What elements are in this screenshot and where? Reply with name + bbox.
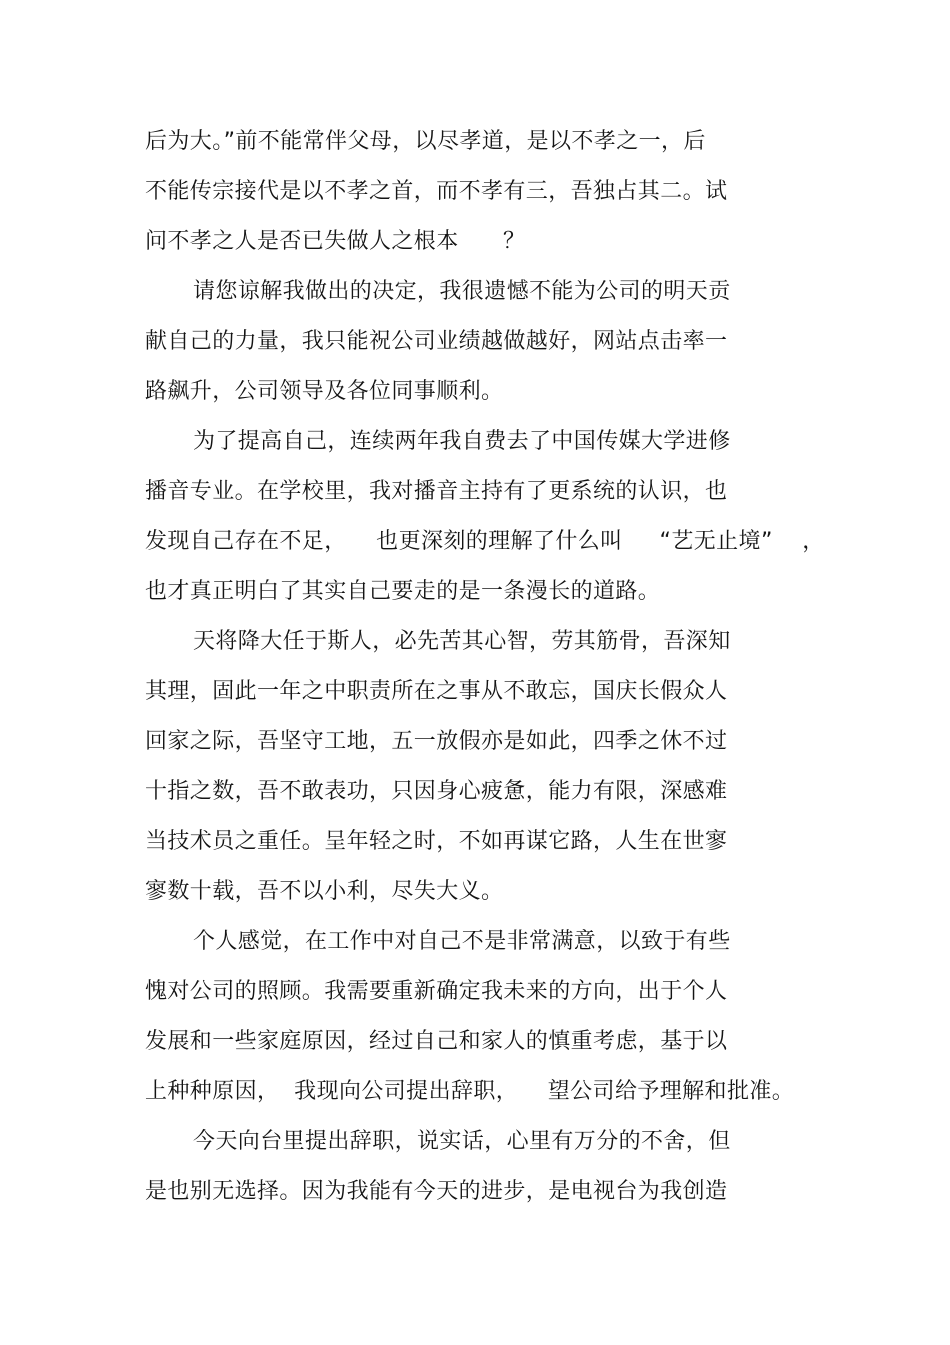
text-line: 寥数十载，吾不以小利，尽失大义。	[145, 879, 504, 904]
paragraph-first-line: 天将降大任于斯人，必先苦其心智，劳其筋骨，吾深知	[193, 629, 731, 654]
text-line: 是也别无选择。因为我能有今天的进步，是电视台为我创造	[145, 1179, 728, 1204]
text-line: 回家之际，吾坚守工地，五一放假亦是如此，四季之休不过	[145, 729, 728, 754]
paragraph-first-line: 个人感觉，在工作中对自己不是非常满意，以致于有些	[193, 929, 731, 954]
text-line: 十指之数，吾不敢表功，只因身心疲惫，能力有限，深感难	[145, 779, 728, 804]
text-line: 当技术员之重任。呈年轻之时，不如再谋它路，人生在世寥	[145, 829, 728, 854]
text-line: 献自己的力量，我只能祝公司业绩越做越好，网站点击率一	[145, 329, 728, 354]
text-line: 发展和一些家庭原因，经过自己和家人的慎重考虑，基于以	[145, 1029, 728, 1054]
text-line: 问不孝之人是否已失做人之根本 ？	[145, 229, 526, 254]
paragraph-first-line: 请您谅解我做出的决定，我很遗憾不能为公司的明天贡	[193, 279, 731, 304]
text-line: 也才真正明白了其实自己要走的是一条漫长的道路。	[145, 579, 661, 604]
text-line: 不能传宗接代是以不孝之首，而不孝有三，吾独占其二。试	[145, 179, 728, 204]
text-line: 愧对公司的照顾。我需要重新确定我未来的方向，出于个人	[145, 979, 728, 1004]
text-line: 后为大。”前不能常伴父母，以尽孝道，是以不孝之一，后	[145, 129, 706, 154]
text-line: 播音专业。在学校里，我对播音主持有了更系统的认识，也	[145, 479, 728, 504]
paragraph-first-line: 今天向台里提出辞职，说实话，心里有万分的不舍，但	[193, 1129, 731, 1154]
text-line: 发现自己存在不足， 也更深刻的理解了什么叫 “艺无止境” ，	[145, 529, 825, 554]
text-line: 其理，固此一年之中职责所在之事从不敢忘，国庆长假众人	[145, 679, 728, 704]
paragraph-first-line: 为了提高自己，连续两年我自费去了中国传媒大学进修	[193, 429, 731, 454]
text-line: 上种种原因， 我现向公司提出辞职， 望公司给予理解和批准。	[145, 1079, 795, 1104]
text-line: 路飙升，公司领导及各位同事顺利。	[145, 379, 504, 404]
